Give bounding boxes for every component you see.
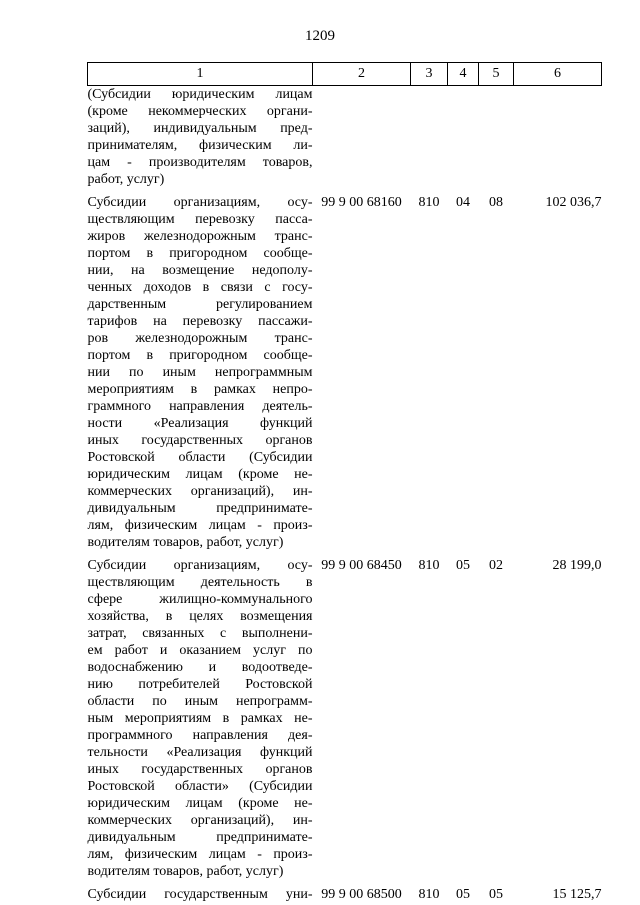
description-line: водителям товаров, работ, услуг) [87, 535, 284, 550]
description-line: дарственным регулированием [87, 297, 313, 312]
description-line: (кроме некоммерческих органи- [87, 104, 313, 119]
header-col-2: 2 [313, 63, 411, 86]
description-line: тарифов на перевозку пассажи- [87, 314, 313, 329]
row-section: 04 [456, 195, 470, 210]
row-amount: 15 125,7 [552, 887, 602, 902]
table-row [88, 86, 602, 189]
description-line: ров железнодорожным транс- [87, 331, 313, 346]
description-line: области по иным непрограмм- [87, 694, 313, 709]
row-description [88, 188, 313, 551]
description-line: Ростовской области (Субсидии [87, 450, 313, 465]
description-line: юридическим лицам (кроме не- [87, 467, 313, 482]
row-subsection: 02 [489, 558, 503, 573]
description-line: затрат, связанных с выполнени- [87, 626, 313, 641]
description-line: цам - производителям товаров, [87, 155, 313, 170]
row-amount [514, 86, 602, 189]
row-code: 99 9 00 68450 [321, 558, 402, 573]
description-line: нии, на возмещение недополу- [87, 263, 313, 278]
row-expense-type [411, 86, 448, 189]
description-line: дивидуальным предпринимате- [87, 501, 313, 516]
budget-table [87, 62, 602, 903]
description-line: лям, физическим лицам - произ- [87, 847, 313, 862]
row-amount: 28 199,0 [552, 558, 602, 573]
row-section: 05 [456, 887, 470, 902]
description-line: водоснабжению и водоотведе- [87, 660, 313, 675]
header-col-5: 5 [479, 63, 514, 86]
description-line: граммного направления деятель- [87, 399, 313, 414]
row-code: 99 9 00 68500 [321, 887, 402, 902]
description-line: иных государственных органов [87, 762, 313, 777]
row-expense-type: 810 [418, 887, 440, 902]
description-line: портом в пригородном сообще- [87, 246, 313, 261]
description-line: коммерческих организаций), ин- [87, 813, 313, 828]
description-line: жиров железнодорожным транс- [87, 229, 313, 244]
header-col-6: 6 [514, 63, 602, 86]
description-line: Субсидии организациям, осу- [87, 195, 313, 210]
header-col-4: 4 [448, 63, 479, 86]
description-line: ным мероприятиям в рамках не- [87, 711, 313, 726]
row-section: 05 [456, 558, 470, 573]
table-row [88, 551, 602, 880]
description-line: ченных доходов в связи с госу- [87, 280, 313, 295]
row-description [88, 86, 313, 189]
description-line: лям, физическим лицам - произ- [87, 518, 313, 533]
description-line: Субсидии государственным уни- [87, 887, 313, 902]
row-section [448, 86, 479, 189]
table-body [88, 86, 602, 904]
description-line: мероприятиям в рамках непро- [87, 382, 313, 397]
table-row [88, 188, 602, 551]
description-line: заций), индивидуальным пред- [87, 121, 313, 136]
description-line: ществляющим перевозку пасса- [87, 212, 313, 227]
description-line: хозяйства, в целях возмещения [87, 609, 313, 624]
row-subsection: 05 [489, 887, 503, 902]
row-amount: 102 036,7 [545, 195, 602, 210]
row-description [88, 880, 313, 903]
description-line: работ, услуг) [87, 172, 165, 187]
description-line: нии по иным непрограммным [87, 365, 313, 380]
description-line: иных государственных органов [87, 433, 313, 448]
row-subsection: 08 [489, 195, 503, 210]
description-line: коммерческих организаций), ин- [87, 484, 313, 499]
page-number: 1209 [305, 28, 335, 44]
description-line: программного направления дея- [87, 728, 313, 743]
description-line: ности «Реализация функций [87, 416, 313, 431]
row-code: 99 9 00 68160 [321, 195, 402, 210]
header-col-1: 1 [88, 63, 313, 86]
row-subsection [479, 86, 514, 189]
row-expense-type: 810 [418, 195, 440, 210]
description-line: юридическим лицам (кроме не- [87, 796, 313, 811]
row-expense-type: 810 [418, 558, 440, 573]
row-code [313, 86, 411, 189]
description-line: нию потребителей Ростовской [87, 677, 313, 692]
description-line: (Субсидии юридическим лицам [87, 87, 313, 102]
description-line: сфере жилищно-коммунального [87, 592, 313, 607]
description-line: портом в пригородном сообще- [87, 348, 313, 363]
table-header-row [88, 63, 602, 86]
description-line: водителям товаров, работ, услуг) [87, 864, 284, 879]
row-description [88, 551, 313, 880]
description-line: Ростовской области» (Субсидии [87, 779, 313, 794]
header-col-3: 3 [411, 63, 448, 86]
description-line: принимателям, физическим ли- [87, 138, 313, 153]
description-line: дивидуальным предпринимате- [87, 830, 313, 845]
description-line: ем работ и оказанием услуг по [87, 643, 313, 658]
table-row [88, 880, 602, 903]
description-line: Субсидии организациям, осу- [87, 558, 313, 573]
description-line: ществляющим деятельность в [87, 575, 313, 590]
description-line: тельности «Реализация функций [87, 745, 313, 760]
